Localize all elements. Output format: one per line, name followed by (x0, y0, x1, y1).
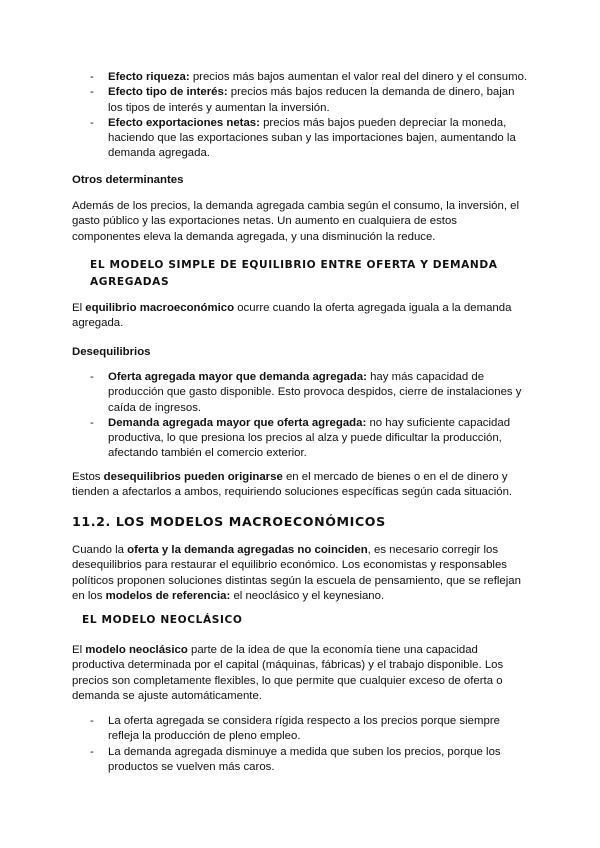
list-item: - La oferta agregada se considera rígida respecto a los precios porque siempre refleja la producción de pleno empleo. (90, 715, 500, 743)
otros-title: Otros determinantes (72, 174, 184, 186)
effects-list (72, 70, 528, 162)
neoclasico-paragraph: El modelo neoclásico parte de la idea de que la economía tiene una capacidad productiva determinada por el capital (máquinas, fábricas) y el trabajo disponible. Los precios son completamente flexibles, lo que permite que cualquier exceso de oferta o demanda se ajuste automáticamente. (72, 644, 504, 702)
dash-bullet: - (90, 371, 94, 383)
list-item: - La demanda agregada disminuye a medida que suben los precios, porque los productos se vuelven más caros. (90, 745, 501, 773)
list-item: - Oferta agregada mayor que demanda agregada: hay más capacidad de producción que gasto disponible. Esto provoca despidos, cierre de instalaciones y caída de ingresos. (90, 371, 522, 414)
dash-bullet: - (90, 116, 94, 129)
list-item: - Efecto tipo de interés: precios más bajos reducen la demanda de dinero, bajan los tipos de interés y aumentan la inversión. (90, 86, 515, 114)
dash-bullet: - (90, 715, 94, 727)
desequilibrios-list (72, 370, 528, 462)
dash-bullet: - (90, 416, 94, 429)
list-item: - Efecto riqueza: precios más bajos aumentan el valor real del dinero y el consumo. (72, 70, 528, 85)
section-heading-11-2: 11.2. LOS MODELOS MACROECONÓMICOS (72, 514, 386, 529)
list-item: - Efecto exportaciones netas: precios más bajos pueden depreciar la moneda, haciendo que las exportaciones suban y las importaciones bajen, aumentando la demanda agregada. (90, 116, 516, 160)
section-heading-modelo-simple: EL MODELO SIMPLE DE EQUILIBRIO ENTRE OFERTA Y DEMANDA AGREGADAS (90, 259, 498, 288)
dash-bullet: - (90, 71, 94, 83)
section-heading-neoclasico: EL MODELO NEOCLÁSICO (82, 614, 243, 626)
desequilibrios-paragraph: Estos desequilibrios pueden originarse en el mercado de bienes o en el de dinero y tienden a afectarlos a ambos, requiriendo soluciones específicas según cada situación. (72, 471, 513, 499)
dash-bullet: - (90, 86, 94, 99)
modelos-paragraph: Cuando la oferta y la demanda agregadas no coinciden, es necesario corregir los desequilibrios para restaurar el equilibrio económico. Los economistas y responsables políticos proponen soluciones distintas según la escuela de pensamiento, que se reflejan en los modelos de referencia: el neoclásico y el keynesiano. (72, 544, 521, 602)
desequilibrios-title: Desequilibrios (72, 346, 151, 358)
list-item: - Demanda agregada mayor que oferta agregada: no hay suficiente capacidad productiva, lo que presiona los precios al alza y puede dificultar la producción, afectando también el comercio exterior. (90, 416, 511, 460)
equilibrio-paragraph: El equilibrio macroeconómico ocurre cuando la oferta agregada iguala a la demanda agregada. (72, 302, 512, 330)
dash-bullet: - (90, 745, 94, 758)
neoclasico-list (72, 714, 528, 775)
otros-paragraph: Además de los precios, la demanda agregada cambia según el consumo, la inversión, el gasto público y las exportaciones netas. Un aumento en cualquiera de estos componentes eleva la demanda agregada, y una disminución la reduce. (72, 200, 520, 243)
